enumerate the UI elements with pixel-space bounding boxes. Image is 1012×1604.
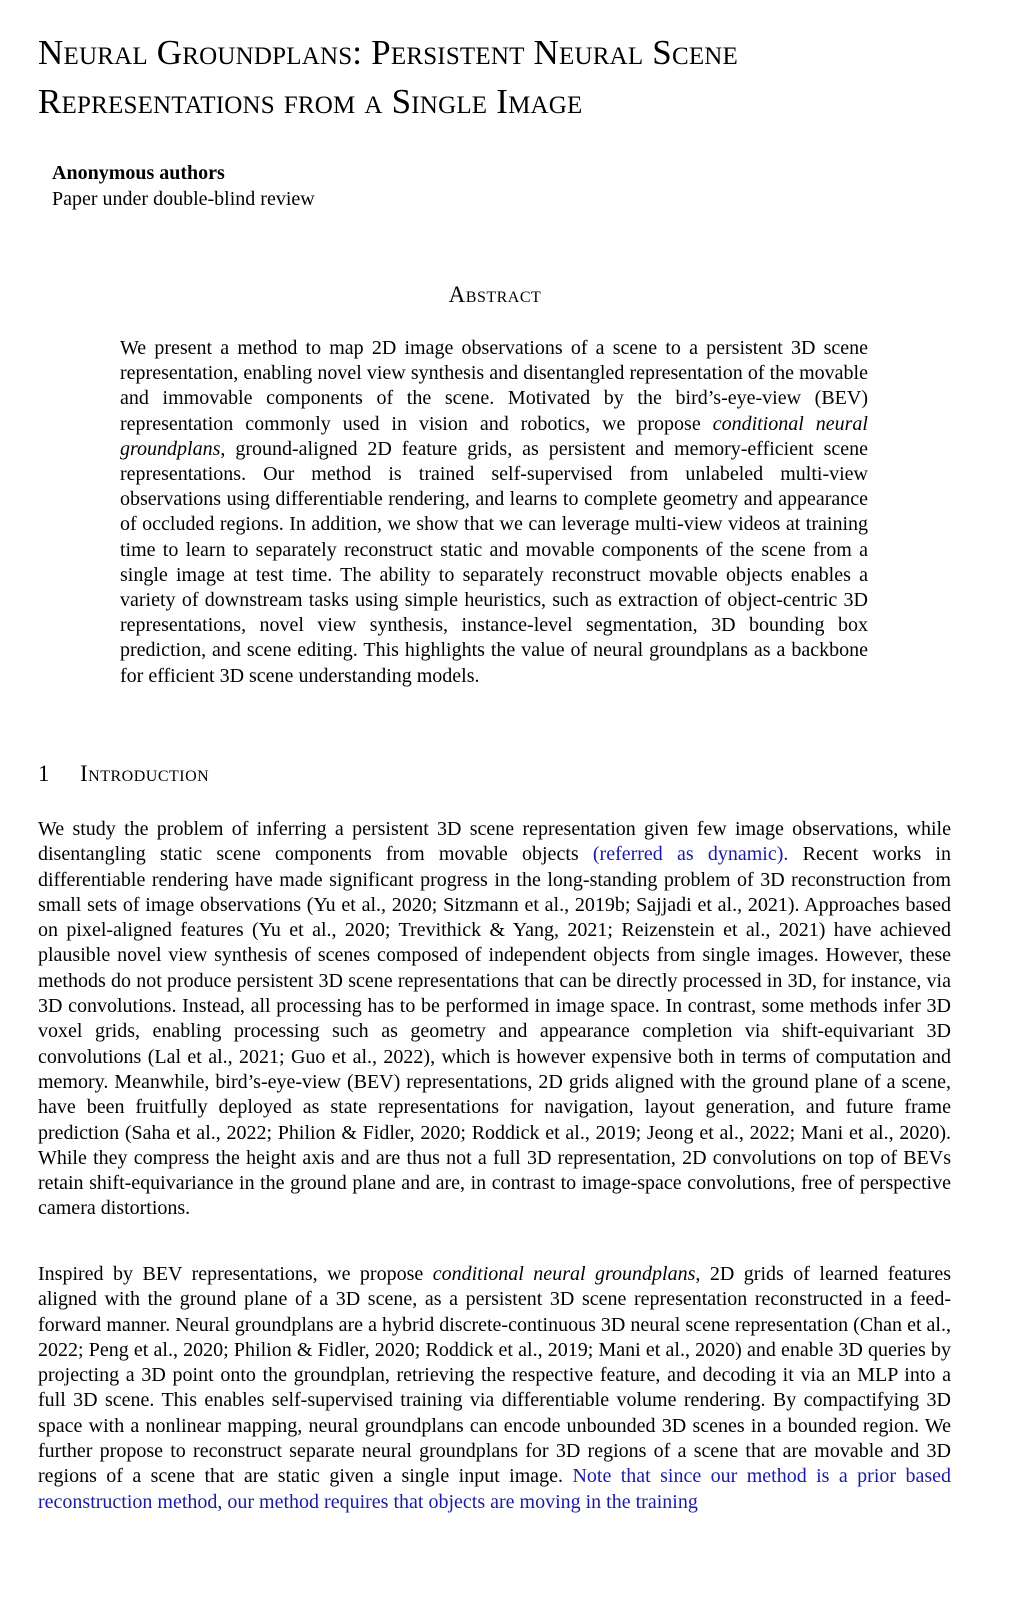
author-block	[52, 160, 315, 212]
intro-p2-part-a: Inspired by BEV representations, we propose	[38, 1263, 433, 1285]
paper-title: Neural Groundplans: Persistent Neural Scene Representations from a Single Image	[38, 33, 739, 121]
review-note: Paper under double-blind review	[52, 188, 315, 210]
intro-paragraph-2	[38, 1262, 951, 1515]
section-number: 1	[38, 761, 50, 786]
abstract-emphasis: conditional neural groundplans	[120, 412, 868, 460]
abstract-text	[120, 336, 868, 689]
intro-p1-part-b: Recent works in differentiable rendering have made significant progress in the long-standing problem of 3D reconstruction from small sets of image observations (Yu et al., 2020; Sitzmann et al., 2019b; Sajjadi et al., 2021). Approaches based on pixel-aligned features (Yu et al., 2020; Trevithick & Yang, 2021; Reizenstein et al., 2021) have achieved plausible novel view synthesis of scenes composed of independent objects from single images. However, these methods do not produce persistent 3D scene representations that can be directly processed in 3D, for instance, via 3D convolutions. Instead, all processing has to be performed in image space. In contrast, some methods infer 3D voxel grids, enabling processing such as geometry and appearance completion via shift-equivariant 3D convolutions (Lal et al., 2021; Guo et al., 2022), which is however expensive both in terms of computation and memory. Meanwhile, bird’s-eye-view (BEV) representations, 2D grids aligned with the ground plane of a scene, have been fruitfully deployed as state representations for navigation, layout generation, and future frame prediction (Saha et al., 2022; Philion & Fidler, 2020; Roddick et al., 2019; Jeong et al., 2022; Mani et al., 2020). While they compress the height axis and are thus not a full 3D representation, 2D convolutions on top of BEVs retain shift-equivariance in the ground plane and are, in contrast to image-space convolutions, free of perspective camera distortions.	[38, 843, 951, 1220]
intro-p2-revision-highlight: Note that since our method is a prior based reconstruction method, our method requires that objects are moving in the training	[38, 1465, 951, 1513]
section-title: Introduction	[80, 761, 210, 786]
intro-p2-emphasis: conditional neural groundplans	[432, 1263, 696, 1285]
intro-p1-revision-highlight: (referred as dynamic).	[592, 843, 789, 866]
intro-paragraph-1	[38, 817, 951, 1222]
intro-p2-part-b: , 2D grids of learned features aligned with the ground plane of a 3D scene, as a persistent 3D scene representation reconstructed in a feed-forward manner. Neural groundplans are a hybrid discrete-continuous 3D neural scene representation (Chan et al., 2022; Peng et al., 2020; Philion & Fidler, 2020; Roddick et al., 2019; Mani et al., 2020) and enable 3D queries by projecting a 3D point onto the groundplan, retrieving the respective feature, and decoding it via an MLP into a full 3D scene. This enables self-supervised training via differentiable volume rendering. By compactifying 3D space with a nonlinear mapping, neural groundplans can encode unbounded 3D scenes in a bounded region. We further propose to reconstruct separate neural groundplans for 3D regions of a scene that are movable and 3D regions of a scene that are static given a single input image.	[38, 1263, 952, 1488]
abstract-part-1: We present a method to map 2D image observations of a scene to a persistent 3D scene representation, enabling novel view synthesis and disentangled representation of the movable and immovable components of the scene. Motivated by the bird’s-eye-view (BEV) representation commonly used in vision and robotics, we propose	[120, 337, 868, 435]
section-heading-introduction	[38, 759, 209, 789]
abstract-part-2: , ground-aligned 2D feature grids, as persistent and memory-efficient scene representations. Our method is trained self-supervised from unlabeled multi-view observations using differentiable rendering, and learns to complete geometry and appearance of occluded regions. In addition, we show that we can leverage multi-view videos at training time to learn to separately reconstruct static and movable components of the scene from a single image at test time. The ability to separately reconstruct movable objects enables a variety of downstream tasks using simple heuristics, such as extraction of object-centric 3D representations, novel view synthesis, instance-level segmentation, 3D bounding box prediction, and scene editing. This highlights the value of neural groundplans as a backbone for efficient 3D scene understanding models.	[120, 437, 868, 687]
abstract-heading: Abstract	[448, 282, 542, 307]
author-names: Anonymous authors	[52, 162, 225, 184]
intro-p1-part-a: We study the problem of inferring a persistent 3D scene representation given few image observations, while disentangling static scene components from movable objects	[38, 818, 951, 866]
